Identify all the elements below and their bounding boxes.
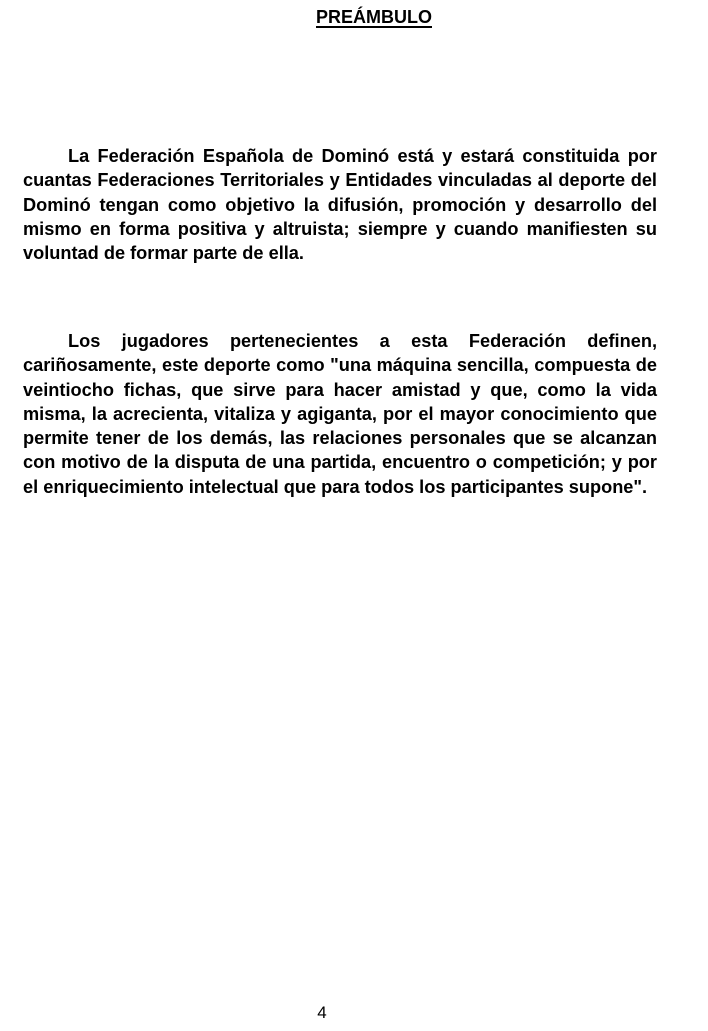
page-number: 4: [317, 1003, 327, 1022]
paragraph-players: Los jugadores pertenecientes a esta Federación definen, cariñosamente, este deporte como "una máquina sencilla, compuesta de veintiocho fichas, que sirve para hacer amistad y que, como la vida misma, la acrecienta, vitaliza y agiganta, por el mayor conocimiento que permite tener de los demás, las relaciones personales que se alcanzan con motivo de la disputa de una partida, encuentro o competición; y por el enriquecimiento intelectual que para todos los participantes supone".: [23, 331, 657, 497]
section-heading: PREÁMBULO: [316, 7, 432, 27]
paragraph-federation: La Federación Española de Dominó está y estará constituida por cuantas Federaciones Territoriales y Entidades vinculadas al deporte del Dominó tengan como objetivo la difusión, promoción y desarrollo del mismo en forma positiva y altruista; siempre y cuando manifiesten su voluntad de formar parte de ella.: [23, 146, 657, 264]
